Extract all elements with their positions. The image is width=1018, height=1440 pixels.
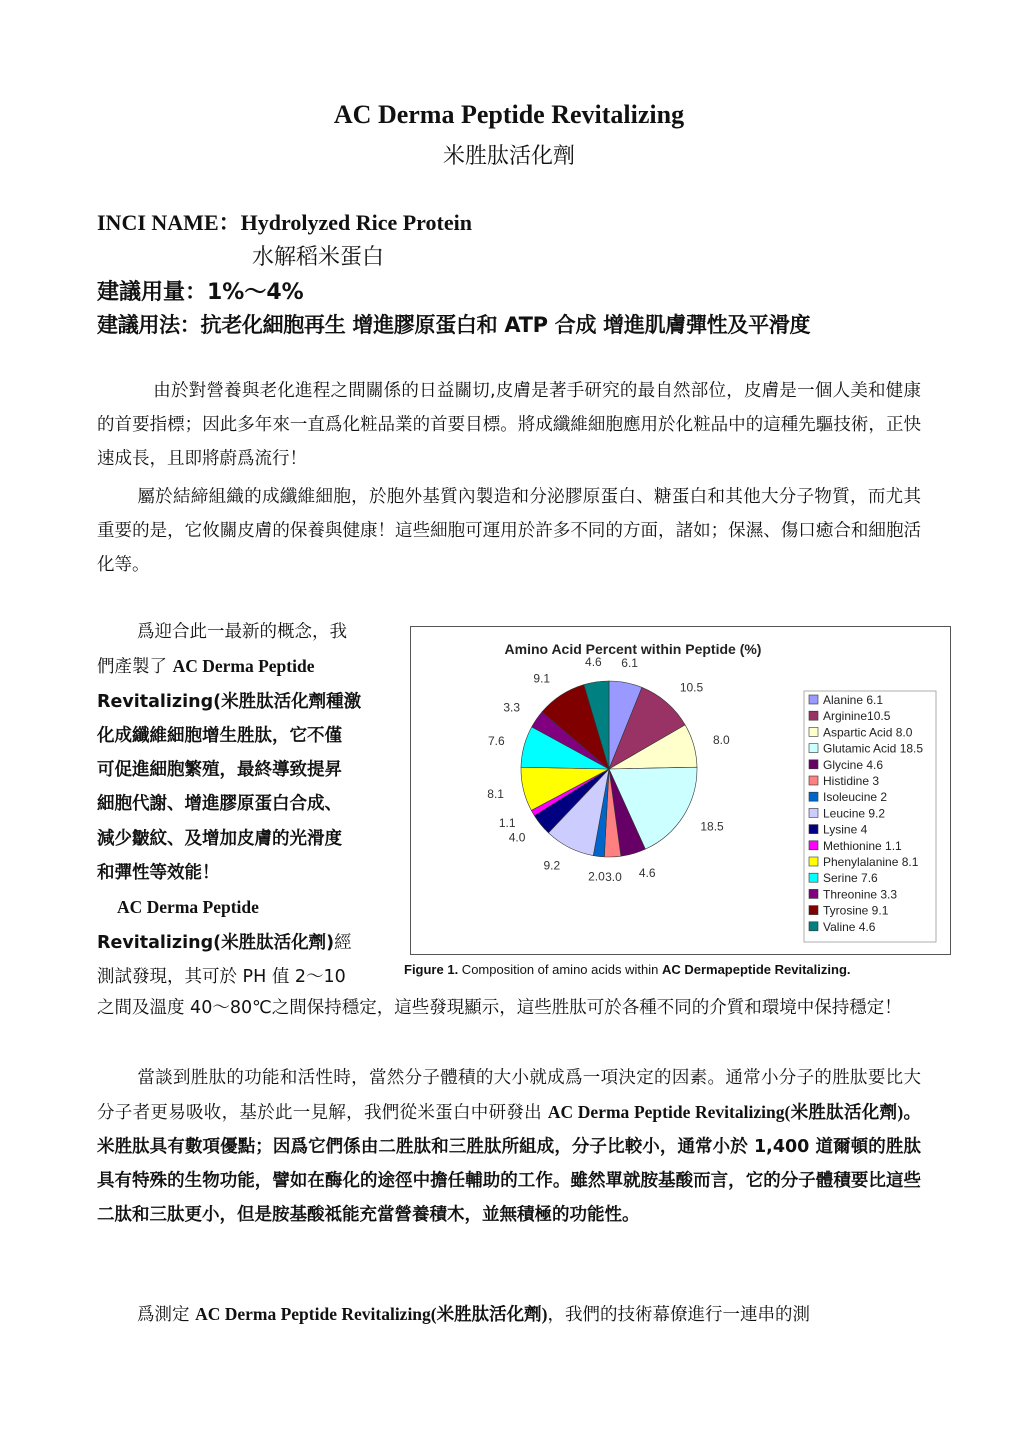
legend-entry: Serine 7.6 [823, 871, 878, 886]
pie-slice-label: 2.0 [588, 869, 605, 884]
legend-entry: Histidine 3 [823, 774, 880, 788]
legend-entry: Tyrosine 9.1 [823, 903, 889, 918]
pie-slice-label: 18.5 [700, 819, 724, 834]
pie-slice-label: 1.1 [498, 816, 516, 831]
text-line: 化成纖維細胞增生胜肽，它不僅 [97, 725, 342, 746]
legend-entry: Methionine 1.1 [823, 838, 902, 853]
legend-entry: Isoleucine 2 [823, 790, 888, 805]
legend-entry: Leucine 9.2 [823, 806, 886, 821]
legend-swatch [809, 695, 818, 704]
pie-slice-label: 4.0 [508, 830, 526, 845]
pie-slice-label: 8.0 [713, 732, 730, 747]
legend-swatch [809, 857, 818, 866]
pie-slice-label: 6.1 [621, 655, 638, 670]
legend-swatch [809, 727, 818, 736]
legend-swatch [809, 808, 818, 817]
legend-entry: Threonine 3.3 [823, 887, 898, 902]
paragraph-intro [97, 374, 921, 476]
pie-slice-label: 7.6 [487, 734, 505, 749]
text-line: AC Derma Peptide [117, 897, 259, 918]
paragraph-peptide-size: 當談到胜肽的功能和活性時，當然分子體積的大小就成爲一項決定的因素。通常小分子的胜肽要比大分子者更易吸收，基於此一見解，我們從米蛋白中研發出 AC Derma Peptide Revitalizing(米胜肽活化劑)。米胜肽具有數項優點；因爲它們係由二胜肽和三胜肽所組成，分子比較小，通常小於 1,400 道爾頓的胜肽具有特殊的生物功能，譬如在酶化的途徑中擔任輔助的工作。雖然單就胺基酸而言，它的分子體積要比這些二肽和三肽更小，但是胺基酸祗能充當營養積木，並無積極的功能性。 [97, 1068, 922, 1225]
pie-slice-label: 4.6 [638, 865, 656, 880]
legend-swatch [809, 792, 818, 801]
legend-swatch [809, 873, 818, 882]
figure-caption [404, 962, 851, 977]
legend-swatch [809, 776, 818, 785]
pie-slice-label: 9.2 [543, 858, 561, 873]
figure-caption-text: Composition of amino acids within [458, 962, 662, 977]
text-line: 們產製了 AC Derma Peptide [97, 656, 315, 678]
paragraph-intro-text: 由於對營養與老化進程之間關係的日益關切,皮膚是著手研究的最自然部位，皮膚是一個人美和健康的首要指標；因此多年來一直爲化粧品業的首要目標。將成纖維細胞應用於化粧品中的這種先驅技術，正快速成長，且即將蔚爲流行！ [97, 381, 921, 469]
text-line: 可促進細胞繁殖，最終導致提昇 [97, 760, 342, 781]
text-line: 測試發現，其可於 PH 值 2～10 [97, 966, 346, 987]
figure-caption-product: AC Dermapeptide Revitalizing. [661, 962, 851, 977]
legend-swatch [809, 906, 818, 915]
pie-slice-label: 9.1 [533, 671, 551, 686]
legend-swatch [809, 760, 818, 769]
legend-entry: Arginine10.5 [823, 709, 891, 724]
inci-name-chinese: 水解稻米蛋白 [252, 245, 385, 270]
legend-entry: Glutamic Acid 18.5 [823, 741, 924, 756]
text-line: 和彈性等效能！ [97, 863, 220, 884]
legend-swatch [809, 889, 818, 898]
paragraph-testing: 爲測定 AC Derma Peptide Revitalizing(米胜肽活化劑)，我們的技術幕僚進行一連串的測 [137, 1304, 810, 1325]
legend-entry: Valine 4.6 [823, 919, 876, 934]
recommended-usage: 建議用法：抗老化細胞再生 增進膠原蛋白和 ATP 合成 增進肌膚彈性及平滑度 [97, 313, 811, 337]
paragraph-fibroblast [97, 480, 921, 582]
text-line: Revitalizing(米胜肽活化劑)經 [97, 932, 352, 953]
legend-entry: Alanine 6.1 [823, 693, 884, 707]
chart-title: Amino Acid Percent within Peptide (%) [504, 641, 762, 657]
figure-caption-label: Figure 1. [404, 962, 459, 977]
amino-acid-pie-chart [411, 627, 949, 953]
inci-name: INCI NAME：Hydrolyzed Rice Protein [97, 210, 472, 235]
legend-entry: Aspartic Acid 8.0 [823, 725, 913, 740]
pie-slice-label: 3.0 [605, 869, 622, 884]
text-line: 細胞代謝、增進膠原蛋白合成、 [97, 794, 342, 815]
pie-slice-label: 10.5 [679, 680, 704, 695]
legend-swatch [809, 825, 818, 834]
document-subtitle: 米胜肽活化劑 [442, 144, 575, 169]
legend-swatch [809, 922, 818, 931]
pie-slice-label: 8.1 [487, 787, 504, 802]
recommended-dosage: 建議用量：1%～4% [97, 280, 304, 305]
legend-swatch [809, 744, 818, 753]
pie-slice-label: 3.3 [503, 700, 521, 715]
document-title: AC Derma Peptide Revitalizing [333, 100, 685, 129]
legend-entry: Glycine 4.6 [823, 757, 884, 772]
figure-chart-frame [410, 626, 951, 955]
paragraph-fibroblast-text: 屬於結締組織的成纖維細胞，於胞外基質內製造和分泌膠原蛋白、糖蛋白和其他大分子物質，而尤其重要的是，它攸關皮膚的保養與健康！這些細胞可運用於許多不同的方面，諸如；保濕、傷口癒合和細胞活化等。 [97, 487, 921, 575]
pie-slice-label: 4.6 [585, 655, 602, 670]
legend-entry: Lysine 4 [823, 822, 868, 837]
legend-swatch [809, 711, 818, 720]
legend-entry: Phenylalanine 8.1 [823, 855, 919, 869]
text-line: 減少皺紋、及增加皮膚的光滑度 [97, 828, 342, 849]
paragraph-stability: 之間及溫度 40～80℃之間保持穩定，這些發現顯示，這些胜肽可於各種不同的介質和環境中保持穩定！ [97, 998, 902, 1018]
legend-swatch [809, 841, 818, 850]
text-line: Revitalizing(米胜肽活化劑種激 [97, 691, 362, 712]
paragraph-product-intro [97, 615, 385, 994]
text-line: 爲迎合此一最新的概念，我 [137, 622, 347, 642]
